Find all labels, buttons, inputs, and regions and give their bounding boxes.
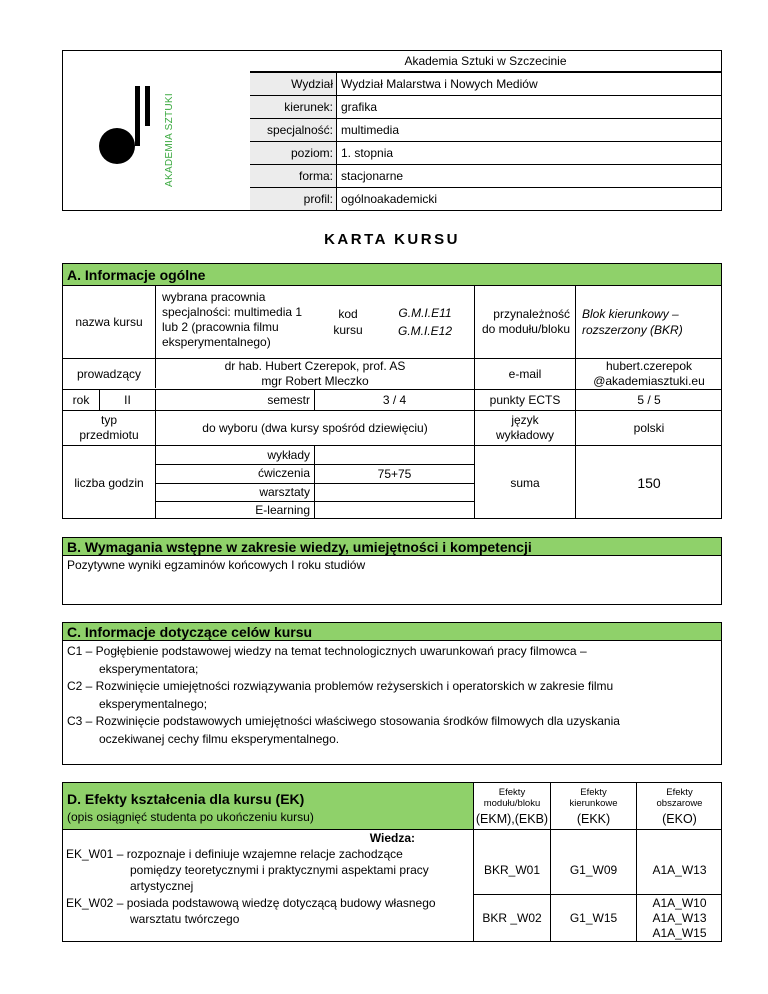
col-ekk-code: (EKK): [576, 811, 611, 826]
hours-row-label: E-learning: [255, 502, 310, 517]
ek-w01-text: [66, 846, 471, 894]
knowledge-label: Wiedza:: [369, 831, 415, 845]
header-row-value: stacjonarne: [341, 169, 404, 183]
hours-row-label: wykłady: [267, 448, 310, 463]
goal-item: C2 – Rozwinięcie umiejętności rozwiązywania problemów reżyserskich i operatorskich w zakresie filmu: [67, 679, 614, 693]
header-row-label: Wydział: [250, 73, 336, 95]
ek-w01-eko: A1A_W13: [652, 863, 707, 877]
lecturer-1: dr hab. Hubert Czerepok, prof. AS: [224, 359, 406, 373]
ek-w02-eko-1: A1A_W10: [652, 896, 707, 910]
logo-note-icon: [95, 80, 195, 175]
email-line-1: hubert.czerepok: [605, 359, 693, 373]
header-row-value: multimedia: [341, 123, 400, 137]
ek-w02-line-2: warsztatu twórczego: [130, 912, 240, 926]
lecturer-2: mgr Robert Mleczko: [261, 374, 369, 388]
module-label: przynależność do modułu/bloku: [481, 307, 570, 336]
col-ekm-small: Efekty modułu/bloku: [483, 786, 541, 809]
header-row-value: Wydział Malarstwa i Nowych Mediów: [341, 77, 538, 91]
sum-value: 150: [637, 474, 661, 491]
type-value: do wyboru (dwa kursy spośród dziewięciu): [202, 421, 428, 435]
hours-label: liczba godzin: [74, 475, 144, 490]
semester-value: 3 / 4: [382, 393, 407, 407]
code-1: G.M.I.E11: [398, 306, 452, 320]
sum-label: suma: [510, 475, 540, 490]
col-eko-small: Efekty obszarowe: [656, 786, 703, 809]
ek-w02-eko-3: A1A_W15: [652, 926, 707, 940]
code-2: G.M.I.E12: [397, 324, 453, 338]
ects-label: punkty ECTS: [489, 393, 561, 407]
section-d-heading: D. Efekty kształcenia dla kursu (EK): [67, 791, 305, 807]
header-row-value: ogólnoakademicki: [341, 192, 438, 206]
ek-w01-ekm: BKR_W01: [483, 863, 541, 877]
col-ekk-header: [551, 784, 636, 828]
logo: [95, 80, 195, 175]
ek-w01-line-3: artystycznej: [130, 879, 194, 893]
course-name-label: nazwa kursu: [75, 315, 143, 329]
section-d-subheading: (opis osiągnięć studenta po ukończeniu kursu): [67, 810, 314, 824]
header-row-label: profil:: [250, 188, 336, 210]
language-label: język wykładowy: [495, 413, 555, 442]
ek-w02-eko-2: A1A_W13: [652, 911, 707, 925]
col-eko-header: [637, 784, 722, 828]
type-label: typ przedmiotu: [79, 413, 139, 442]
section-c-heading: C. Informacje dotyczące celów kursu: [62, 622, 722, 641]
section-b-heading: B. Wymagania wstępne w zakresie wiedzy, umiejętności i kompetencji: [62, 537, 722, 556]
email-line-2: @akademiasztuki.eu: [593, 374, 705, 388]
section-c-body: [62, 640, 722, 765]
code-label: kod kursu: [333, 307, 363, 337]
section-b-text: Pozytywne wyniki egzaminów końcowych I roku studiów: [67, 558, 366, 572]
language-value: polski: [633, 421, 665, 435]
year-label: rok: [72, 393, 90, 407]
year-value: II: [124, 393, 131, 407]
ek-w02-ekm: BKR _W02: [482, 911, 542, 925]
ek-w01-ekk: G1_W09: [569, 863, 618, 877]
ek-w02-ekk: G1_W15: [569, 911, 618, 925]
goal-item-continued: eksperymentatora;: [99, 661, 199, 676]
goal-item: C3 – Rozwinięcie podstawowych umiejętności właściwego stosowania środków filmowych dla uzyskania: [67, 714, 620, 728]
logo-text: AKADEMIA SZTUKI: [164, 93, 175, 187]
hours-row-label: warsztaty: [259, 484, 310, 499]
header-row-value: 1. stopnia: [341, 146, 394, 160]
email-value[interactable]: [576, 359, 722, 389]
header-row-value: grafika: [341, 100, 378, 114]
section-b-body: [62, 555, 722, 605]
ek-w01-line-1: EK_W01 – rozpoznaje i definiuje wzajemne relacje zachodzące: [66, 847, 403, 861]
col-ekm-header: [474, 784, 550, 828]
header-row-label: poziom:: [250, 142, 336, 164]
section-d-heading-cell: [63, 783, 473, 829]
ek-w01-line-2: pomiędzy teoretycznymi i praktycznymi aspektami pracy: [130, 863, 429, 877]
course-name-value: wybrana pracownia specjalności: multimedia 1 lub 2 (pracownia filmu eksperymentalnego): [162, 290, 303, 349]
goal-item-continued: oczekiwanej cechy filmu eksperymentalnego.: [99, 731, 340, 746]
col-eko-code: (EKO): [662, 811, 697, 826]
lecturers: [156, 359, 474, 389]
section-a-heading: A. Informacje ogólne: [62, 263, 722, 286]
header-row-label: kierunek:: [250, 96, 336, 118]
header-row-label: specjalność:: [250, 119, 336, 141]
ek-w02-eko: [637, 895, 722, 942]
ek-w02-text: [66, 895, 471, 927]
ek-w02-line-1: EK_W02 – posiada podstawową wiedzę dotyczącą budowy własnego: [66, 896, 436, 910]
semester-label: semestr: [267, 393, 310, 407]
hours-row-label: ćwiczenia: [257, 466, 310, 481]
module-value: Blok kierunkowy – rozszerzony (BKR): [582, 307, 683, 337]
code-values: [380, 290, 470, 354]
email-label: e-mail: [508, 367, 542, 381]
header-row-label: forma:: [250, 165, 336, 187]
goal-item-continued: eksperymentalnego;: [99, 696, 208, 711]
col-ekm-code: (EKM),(EKB): [475, 811, 549, 826]
university-name: Akademia Sztuki w Szczecinie: [250, 51, 721, 72]
ects-value: 5 / 5: [637, 393, 661, 407]
goal-item: C1 – Pogłębienie podstawowej wiedzy na temat technologicznych uwarunkowań pracy filmowca –: [67, 644, 587, 658]
page-title: KARTA KURSU: [324, 230, 460, 248]
lecturers-label: prowadzący: [76, 367, 142, 381]
col-ekk-small: Efekty kierunkowe: [569, 786, 618, 809]
hours-exercises-value: 75+75: [377, 467, 412, 481]
